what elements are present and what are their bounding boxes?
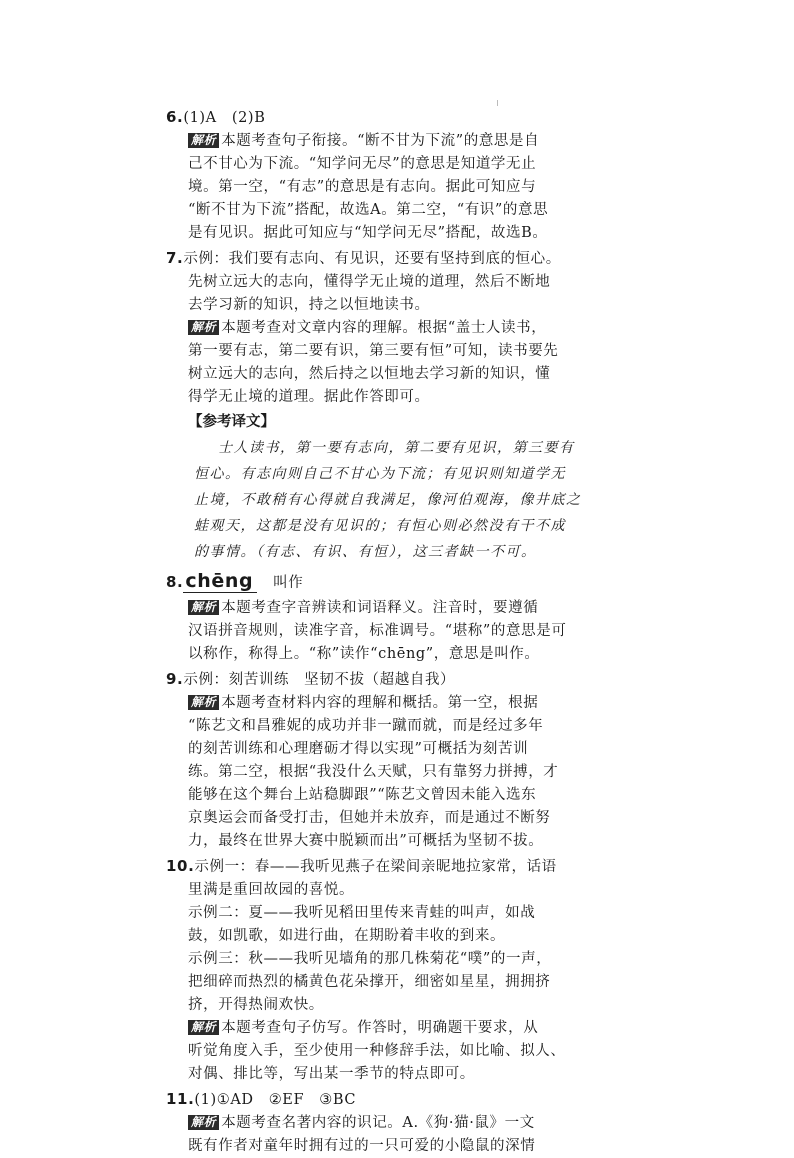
translation-line: 恒心。有志向则自己不甘心为下流；有见识则知道学无 bbox=[194, 466, 566, 482]
analysis-line: 本题考查句子衔接。“断不甘为下流”的意思是自 bbox=[221, 133, 540, 149]
analysis-line: 能够在这个舞台上站稳脚跟”“陈艺文曾因未能入选东 bbox=[188, 787, 537, 803]
answer-text: 示例一：春——我听见燕子在梁间亲昵地拉家常，话语 bbox=[194, 859, 557, 875]
analysis-line: 汉语拼音规则，读准字音，标准调号。“堪称”的意思是可 bbox=[188, 623, 567, 639]
answer-text: (1)A (2)B bbox=[183, 110, 266, 126]
analysis-tag: 解析 bbox=[188, 600, 219, 615]
question-number: 9. bbox=[166, 670, 184, 688]
analysis-line: 是有见识。据此可知应与“知学问无尽”搭配，故选B。 bbox=[188, 225, 548, 241]
analysis-line: 树立远大的志向，然后持之以恒地去学习新的知识，懂 bbox=[188, 366, 551, 382]
analysis-line: 听觉角度入手，至少使用一种修辞手法，如比喻、拟人、 bbox=[188, 1043, 566, 1059]
answer-text: 里满是重回故园的喜悦。 bbox=[188, 882, 355, 898]
question-11 bbox=[166, 1088, 626, 1158]
question-10 bbox=[166, 855, 626, 1086]
question-9 bbox=[166, 668, 626, 853]
reference-translation-title: 【参考译文】 bbox=[188, 414, 275, 430]
translation-line: 止境，不敢稍有心得就自我满足，像河伯观海，像井底之 bbox=[194, 492, 582, 508]
question-number: 7. bbox=[166, 249, 184, 267]
analysis-line: 得学无止境的道理。据此作答即可。 bbox=[188, 389, 430, 405]
analysis-line: 本题考查字音辨读和词语释义。注音时，要遵循 bbox=[221, 600, 539, 616]
question-8 bbox=[166, 569, 626, 666]
question-number: 11. bbox=[166, 1090, 195, 1108]
analysis-line: 京奥运会而备受打击，但她并未放弃，而是通过不断努 bbox=[188, 810, 551, 826]
answer-text: 示例二：夏——我听见稻田里传来青蛙的叫声，如战 bbox=[188, 905, 536, 921]
analysis-line: 既有作者对童年时拥有过的一只可爱的小隐鼠的深情 bbox=[188, 1138, 536, 1154]
analysis-tag: 解析 bbox=[188, 133, 219, 148]
meaning-answer: 叫作 bbox=[273, 575, 304, 591]
answer-text: 先树立远大的志向，懂得学无止境的道理，然后不断地 bbox=[188, 274, 551, 290]
answer-text: 示例：刻苦训练 坚韧不拔（超越自我） bbox=[183, 672, 456, 688]
answer-text: 示例：我们要有志向、有见识，还要有坚持到底的恒心。 bbox=[183, 251, 561, 267]
analysis-line: “断不甘为下流”搭配，故选A。第二空，“有识”的意思 bbox=[188, 202, 549, 218]
answer-text: 挤，开得热闹欢快。 bbox=[188, 997, 324, 1013]
analysis-line: 己不甘心为下流。“知学问无尽”的意思是知道学无止 bbox=[188, 156, 537, 172]
analysis-tag: 解析 bbox=[188, 1020, 219, 1035]
pinyin-answer: chēng bbox=[183, 570, 257, 593]
analysis-line: 以称作，称得上。“称”读作“chēng”，意思是叫作。 bbox=[188, 646, 540, 662]
analysis-line: 本题考查材料内容的理解和概括。第一空，根据 bbox=[221, 695, 539, 711]
analysis-tag: 解析 bbox=[188, 695, 219, 710]
analysis-line: 第一要有志，第二要有识，第三要有恒”可知，读书要先 bbox=[188, 343, 559, 359]
analysis-tag: 解析 bbox=[188, 1115, 219, 1130]
answer-text: 去学习新的知识，持之以恒地读书。 bbox=[188, 297, 430, 313]
analysis-line: 练。第二空，根据“我没什么天赋，只有靠努力拼搏，才 bbox=[188, 764, 559, 780]
answer-text: 示例三：秋——我听见墙角的那几株菊花“噗”的一声， bbox=[188, 951, 552, 967]
analysis-line: 的刻苦训练和心理磨砺才得以实现”可概括为刻苦训 bbox=[188, 741, 529, 757]
answer-text: 把细碎而热烈的橘黄色花朵撑开，细密如星星，拥拥挤 bbox=[188, 974, 551, 990]
question-number: 6. bbox=[166, 108, 184, 126]
translation-line: 的事情。（有志、有识、有恒），这三者缺一不可。 bbox=[194, 544, 537, 560]
answer-page bbox=[166, 104, 626, 1158]
answer-text: 鼓，如凯歌，如进行曲，在期盼着丰收的到来。 bbox=[188, 928, 506, 944]
analysis-line: “陈艺文和昌雅妮的成功并非一蹴而就，而是经过多年 bbox=[188, 718, 544, 734]
analysis-line: 本题考查对文章内容的理解。根据“盖士人读书， bbox=[221, 320, 547, 336]
translation-line: 蛙观天，这都是没有见识的；有恒心则必然没有干不成 bbox=[194, 518, 566, 534]
question-number: 8. bbox=[166, 573, 184, 591]
translation-line: 士人读书，第一要有志向，第二要有见识，第三要有 bbox=[218, 440, 575, 456]
analysis-line: 对偶、排比等，写出某一季节的特点即可。 bbox=[188, 1066, 475, 1082]
analysis-tag: 解析 bbox=[188, 320, 219, 335]
question-6 bbox=[166, 106, 626, 245]
analysis-line: 境。第一空，“有志”的意思是有志向。据此可知应与 bbox=[188, 179, 537, 195]
answer-text: (1)①AD ②EF ③BC bbox=[194, 1092, 357, 1108]
question-number: 10. bbox=[166, 857, 195, 875]
question-7 bbox=[166, 247, 626, 565]
analysis-line: 力，最终在世界大赛中脱颖而出”可概括为坚韧不拔。 bbox=[188, 833, 544, 849]
analysis-line: 本题考查句子仿写。作答时，明确题干要求，从 bbox=[221, 1020, 539, 1036]
analysis-line: 本题考查名著内容的识记。A.《狗·猫·鼠》一文 bbox=[221, 1115, 535, 1131]
